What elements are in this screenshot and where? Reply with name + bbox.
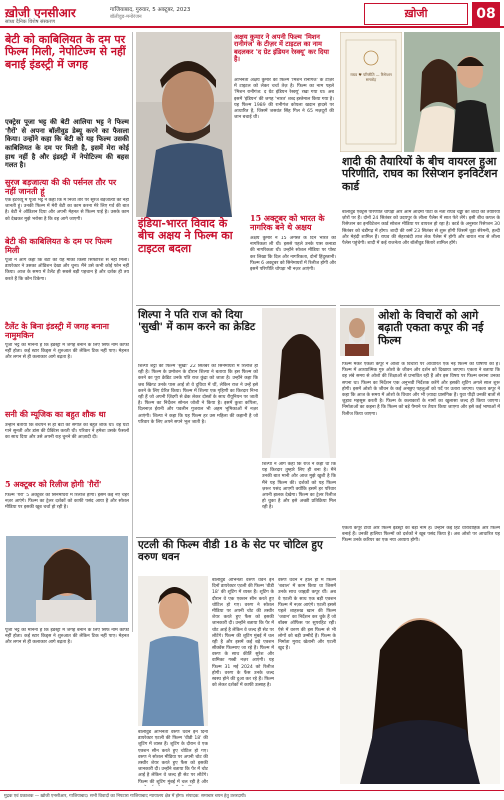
story3-headline: शादी की तैयारियों के बीच वायरल हुआ परिणीति, राघव का रिसेप्शन इनविटेशन कार्ड <box>342 155 498 193</box>
story1-photo <box>6 536 128 622</box>
story6-body-2: वरुण धवन ने हाल ही में फिल्म 'बवाल' में काम किया था जिसमें उनके साथ जाह्नवी कपूर थीं। अब वे एटली के साथ एक बड़ी एक्शन फिल्म में नज़र आएंगे। एटली इससे पहले शाहरुख खान की फिल्म 'जवान' का निर्देशन कर चुके हैं जो बॉक्स ऑफिस पर सुपरहिट रही। ऐसे में वरुण की इस फिल्म से भी लोगों को बड़ी उम्मीदें हैं। फिल्म के निर्माता मुराद खेतानी और एटली खुद हैं। <box>278 578 336 652</box>
story1-subhead-3: टैलेंट के बिना इंडस्ट्री में जगह बनाना नामुमकिन <box>5 321 109 341</box>
story3-body: बॉलीवुड एक्ट्रेस परिणीति चोपड़ा और आम आदमी पार्टी के नेता राघव चड्ढा की शादी की तैयारियां ज़ोरों पर हैं। दोनों 24 सितंबर को उदयपुर के लीला पैलेस में सात फेरे लेंगे। इसी बीच कपल के रिसेप्शन का इनविटेशन कार्ड सोशल मीडिया पर वायरल हो रहा है। कार्ड के अनुसार रिसेप्शन 30 सितंबर को चंडीगढ़ में होगा। शादी की रस्में 23 सितंबर से शुरू होंगी जिसमें चूड़ा सेरेमनी, हल्दी और मेहंदी शामिल हैं। राघव की सेहराबंदी ताज लेक पैलेस में होगी और बारात नाव से लीला पैलेस पहुंचेगी। शादी में कई राजनेता और बॉलीवुड सितारे शामिल होंगे। <box>342 210 500 246</box>
story1-body-3: पूजा भट्ट का मानना है कि इंडस्ट्री में जगह बनाने के लिए सिर्फ नाम काफी नहीं होता। कई स्टार किड्स ने शुरुआत की लेकिन टिक नहीं पाए। मेहनत और लगन से ही कलाकार आगे बढ़ता है। <box>5 343 129 361</box>
story1-lead: एक्ट्रेस पूजा भट्ट की बेटी आलिया भट्ट ने फिल्म 'ग़ैरों' से अपना बॉलीवुड डेब्यू करने का फैसला किया। उन्होंने कहा कि बेटी को यह फिल्म उसकी काबिलियत के दम पर मिली है, इसमें मेरा कोई हाथ नहीं है और इंडस्ट्री में नेपोटिज्म की बहस गलत है। <box>5 118 129 170</box>
story2-intro: अक्षय कुमार ने अपनी फिल्म 'मिशन रानीगंज' के टीज़र में टाइटल का नाम बदलकर 'द ग्रेट इंडियन रेस्क्यू' कर दिया है। <box>234 33 329 64</box>
story1-headline: बेटी को काबिलियत के दम पर फिल्म मिली, नेपोटिज्म से नहीं बनाई इंडस्ट्री में जगह <box>5 33 126 71</box>
story1-body-1: एक इंटरव्यू में पूजा भट्ट ने कहा कि मैं निजी तौर पर सूरज बड़जात्या को नहीं जानती हूं। उनकी फिल्म में मेरी बेटी का काम करना मेरे लिए गर्व की बात है। बेटी ने ऑडिशन दिया और अपनी मेहनत से फिल्म पाई है। उसके काम को देखकर मुझे भरोसा है कि वह आगे जाएगी। <box>5 198 129 222</box>
story6-body: बॉलीवुड अभिनेता वरुण धवन इन दिनों डायरेक्टर एटली की फिल्म 'वीडी 18' की शूटिंग में व्यस्त हैं। शूटिंग के दौरान वे एक एक्शन सीन करते हुए चोटिल हो गए। वरुण ने सोशल मीडिया पर अपनी चोट की तस्वीर शेयर करते हुए फैंस को इसकी जानकारी दी। उन्होंने बताया कि पैर में चोट आई है लेकिन वे जल्द ही सेट पर लौटेंगे। फिल्म की शूटिंग मुंबई में चल रही है और इसमें कई बड़े एक्शन सीक्वेंस फिल्माए जा रहे हैं। फिल्म में वरुण के साथ कीर्ति सुरेश और वामिका गब्बी नज़र आएंगी। यह फिल्म 31 मई 2024 को रिलीज होगी। वरुण के फैंस उनके जल्द स्वस्थ होने की दुआ कर रहे हैं। फिल्म को लेकर दर्शकों में काफी उत्साह है। <box>212 578 274 689</box>
story1-body-2: पूजा ने आगे कहा कि बेटी को यह मौका किसी सिफारिश से नहीं मिला। डायरेक्टर ने उसका ऑडिशन देखा और चुना। मैंने उसे कभी कोई फोन नहीं किया। आज के समय में टैलेंट ही सबसे बड़ी पहचान है और दर्शक ही तय करते हैं कि कौन टिकेगा। <box>5 258 129 282</box>
column-divider <box>132 32 133 632</box>
page-number: 08 <box>472 2 500 26</box>
story2-headline: इंडिया-भारत विवाद के बीच अक्षय ने फिल्म का टाइटल बदला <box>138 217 233 255</box>
newspaper-logo: ख़ोजी <box>364 3 468 25</box>
brand-subtitle: सांध्य दैनिक विशेष संस्करण <box>5 19 55 25</box>
couple-photo <box>404 32 500 152</box>
masthead <box>0 0 504 28</box>
story1-subhead-5: 5 अक्टूबर को रिलीज होगी 'ग़ैरों' <box>5 479 102 489</box>
section-divider <box>340 305 500 306</box>
brand-name: ख़ोजी एनसीआर <box>5 6 76 20</box>
story6-photo <box>138 576 208 726</box>
story4-body: शिल्पा शेट्टी की फिल्म 'सुखी' 22 सितंबर को सिनेमाघरों में रिलीज हो रही है। फिल्म के प्रमोशन के दौरान शिल्पा ने बताया कि इस फिल्म को करने का पूरा क्रेडिट उनके पति राज कुंद्रा को जाता है। उन्होंने कहा कि जब स्क्रिप्ट उनके पास आई तो वे दुविधा में थीं, लेकिन राज ने उन्हें इसे करने के लिए प्रेरित किया। फिल्म में शिल्पा एक गृहिणी का किरदार निभा रही हैं जो अपनी ज़िंदगी से ब्रेक लेकर दोस्तों के साथ रीयूनियन पर जाती है। फिल्म का निर्देशन सोनल जोशी ने किया है। इसमें कुशा कपिला, दिलनाज़ ईरानी और पवलीन गुजराल भी अहम भूमिकाओं में नज़र आएंगी। शिल्पा ने कहा कि यह फिल्म हर उस महिला की कहानी है जो परिवार के लिए अपने सपने भूल जाती है। <box>138 364 258 425</box>
story5-body-2: एकता कपूर टीवी और फिल्म इंडस्ट्री का बड़ा नाम हैं। उन्होंने कई हिट धारावाहिक और फिल्में बनाई हैं। उनकी हालिया फिल्मों को दर्शकों ने खूब पसंद किया है। अब ओशो पर आधारित यह फिल्म उनके करियर का एक नया अध्याय होगी। <box>342 526 500 544</box>
story1-subhead-4: सनी की म्यूजिक का बहुत शौक था <box>5 409 106 419</box>
story2-subhead: 15 अक्टूबर को भारत के नागरिक बने थे अक्षय <box>250 213 325 233</box>
story1-body-5: फिल्म 'ग़ैरों' 5 अक्टूबर को सिनेमाघरों में रिलीज होगी। इसमें कई नए चेहरे नज़र आएंगे। फिल्म का ट्रेलर दर्शकों को काफी पसंद आया है और सोशल मीडिया पर इसकी खूब चर्चा हो रही है। <box>5 493 129 511</box>
story6-headline: एटली की फिल्म वीडी 18 के सेट पर चोटिल हुए वरुण धवन <box>138 539 323 563</box>
section-divider <box>136 537 336 538</box>
story4-photo <box>262 308 336 458</box>
story2-body-1: अभिनेता अक्षय कुमार की फिल्म 'मिशन रानीगंज' के टीज़र में टाइटल को लेकर चर्चा तेज़ है। फिल्म का नाम पहले 'मिशन रानीगंज: द ग्रेट इंडियन रेस्क्यू' रखा गया था। अब इसमें 'इंडियन' की जगह 'भारत' शब्द इस्तेमाल किया गया है। यह फिल्म 1989 की रानीगंज कोयला खदान हादसे पर आधारित है, जिसमें जसवंत सिंह गिल ने 65 मज़दूरों की जान बचाई थी। <box>234 78 334 121</box>
story5-photo <box>340 308 374 356</box>
invitation-card-text: राघव ♥ परिणीति — रिसेप्शन समारोह <box>350 72 392 83</box>
dateline: गाजियाबाद, गुरुवार, 5 अक्टूबर, 2023 <box>110 7 191 13</box>
section-divider <box>136 305 336 306</box>
story1-footer-text: पूजा भट्ट का मानना है कि इंडस्ट्री में जगह बनाने के लिए सिर्फ नाम काफी नहीं होता। कई स्टार किड्स ने शुरुआत की लेकिन टिक नहीं पाए। मेहनत और लगन से ही कलाकार आगे बढ़ता है। <box>5 628 129 646</box>
ekta-kapoor-photo <box>340 570 500 784</box>
story4-body-2: शिल्पा ने आगे कहा कि राज ने कहा था कि यह किरदार तुम्हारे लिए ही बना है। मैंने उनकी बात मानी और आज मुझे खुशी है कि मैंने यह फिल्म की। दर्शकों को यह फिल्म ज़रूर पसंद आएगी क्योंकि इसमें हर परिवार अपनी झलक देखेगा। फिल्म का ट्रेलर रिलीज हो चुका है और इसे अच्छी प्रतिक्रिया मिल रही है। <box>262 462 336 511</box>
story2-photo <box>136 32 232 217</box>
section-name: बॉलीवुड-मनोरंजन <box>110 14 142 20</box>
print-line: मुद्रक एवं प्रकाशक — ख़ोजी एनसीआर, गाजियाबाद। सभी विवादों का निपटारा गाजियाबाद न्यायालय क्षेत्र में होगा। संपादक: समाचार चयन हेतु उत्तरदायी। <box>0 790 504 800</box>
story1-body-4: उन्होंने बताया कि बचपन से ही बेटी को संगीत का बहुत शौक था। वह घंटों गाने सुनती और डांस की प्रैक्टिस करती थी। परिवार ने हमेशा उसके फैसलों का साथ दिया और उसे अपनी राह चुनने की आज़ादी दी। <box>5 423 129 441</box>
story6-body-left: बॉलीवुड अभिनेता वरुण धवन इन दिनों डायरेक्टर एटली की फिल्म 'वीडी 18' की शूटिंग में व्यस्त हैं। शूटिंग के दौरान वे एक एक्शन सीन करते हुए चोटिल हो गए। वरुण ने सोशल मीडिया पर अपनी चोट की तस्वीर शेयर करते हुए फैंस को इसकी जानकारी दी। उन्होंने बताया कि पैर में चोट आई है लेकिन वे जल्द ही सेट पर लौटेंगे। फिल्म की शूटिंग मुंबई में चल रही है और <box>138 730 208 785</box>
story5-headline: ओशो के विचारों को आगे बढ़ाती एकता कपूर की नई फिल्म <box>378 309 484 347</box>
story4-headline: शिल्पा ने पति राज को दिया 'सुखी' में काम करने का क्रेडिट <box>138 309 256 333</box>
story1-subhead-2: बेटी की काबिलियत के दम पर फिल्म मिली <box>5 236 112 256</box>
story5-body: फिल्म मेकर एकता कपूर ने ओशो के विचारों पर आधारित एक नई फिल्म की घोषणा की है। फिल्म में आध्यात्मिक गुरु ओशो के जीवन और दर्शन को दिखाया जाएगा। एकता ने बताया कि वह लंबे समय से ओशो की शिक्षाओं से प्रभावित रही हैं और इस विषय पर फिल्म बनाना उनका सपना था। फिल्म का निर्देशन एक अनुभवी निर्देशक करेंगे और इसकी शूटिंग अगले साल शुरू होगी। इसमें ओशो के जीवन के कई अनछुए पहलुओं को पर्दे पर उतारा जाएगा। एकता कपूर ने कहा कि आज के समय में ओशो के विचार और भी ज़्यादा प्रासंगिक हैं। युवा पीढ़ी उनकी बातों से जुड़ाव महसूस करती है। फिल्म के कलाकारों के नामों का खुलासा जल्द ही किया जाएगा। निर्माताओं का कहना है कि फिल्म को बड़े पैमाने पर तैयार किया जाएगा और इसे कई भाषाओं में रिलीज किया जाएगा। <box>342 362 500 417</box>
story2-body-2: अक्षय कुमार ने 15 अगस्त के दिन भारत की नागरिकता ली थी। इससे पहले उनके पास कनाडा की नागरिकता थी। उन्होंने सोशल मीडिया पर पोस्ट कर लिखा कि दिल और नागरिकता, दोनों हिंदुस्तानी। फिल्म 6 अक्टूबर को सिनेमाघरों में रिलीज होगी और इसमें परिणीति चोपड़ा भी नज़र आएंगी। <box>250 236 336 272</box>
invitation-card-image <box>340 32 402 152</box>
story1-subhead-1: सुरज बड़जात्या की की पर्सनल तौर पर नहीं जानती हूं <box>5 177 117 197</box>
